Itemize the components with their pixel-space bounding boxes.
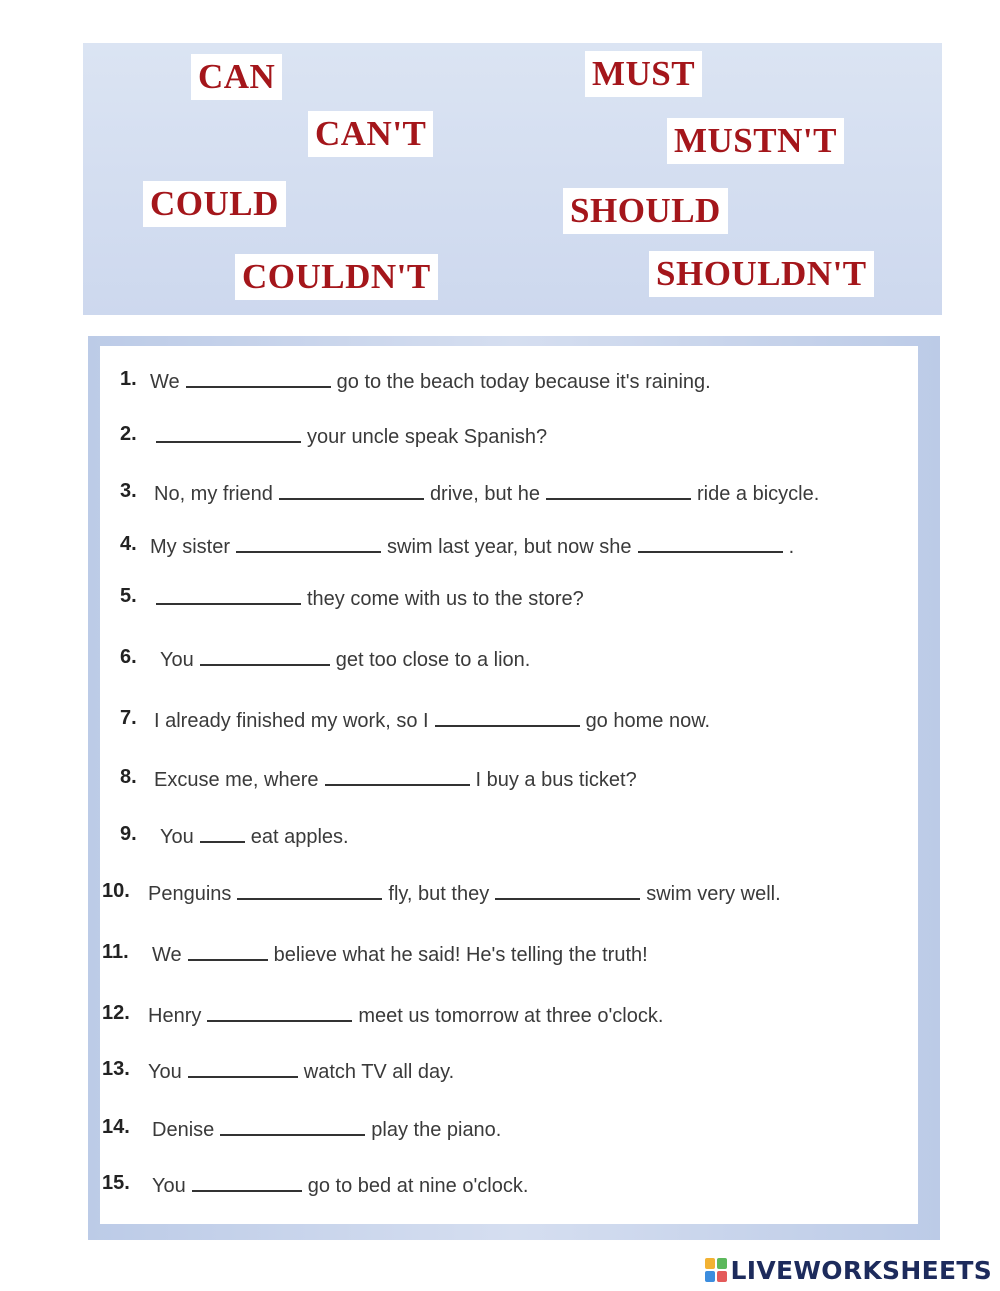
liveworksheets-brand[interactable] — [705, 1252, 992, 1288]
word-couldnt: COULDN'T — [235, 254, 438, 300]
worksheet-frame — [88, 336, 940, 1240]
logo-tile — [717, 1258, 727, 1269]
answer-blank[interactable] — [207, 1002, 352, 1022]
answer-blank[interactable] — [237, 880, 382, 900]
word-mustnt: MUSTN'T — [667, 118, 844, 164]
answer-blank[interactable] — [325, 766, 470, 786]
word-cant: CAN'T — [308, 111, 433, 157]
exercise-text: No, my friend drive, but he ride a bicycle. — [154, 480, 819, 506]
word-shouldnt: SHOULDN'T — [649, 251, 874, 297]
exercise-number: 11. — [102, 941, 129, 963]
exercise-text: Excuse me, where I buy a bus ticket? — [154, 766, 637, 792]
logo-tile — [717, 1271, 727, 1282]
answer-blank[interactable] — [236, 533, 381, 553]
word-can: CAN — [191, 54, 282, 100]
exercise-text: You watch TV all day. — [148, 1058, 454, 1084]
exercise-number: 2. — [120, 423, 137, 445]
exercise-number: 3. — [120, 480, 137, 502]
answer-blank[interactable] — [200, 823, 245, 843]
exercise-number: 14. — [102, 1116, 130, 1138]
word-could: COULD — [143, 181, 286, 227]
exercise-text: We go to the beach today because it's raining. — [150, 368, 711, 394]
answer-blank[interactable] — [156, 423, 301, 443]
exercise-text: Henry meet us tomorrow at three o'clock. — [148, 1002, 663, 1028]
exercise-text: My sister swim last year, but now she . — [150, 533, 794, 559]
logo-tile — [705, 1271, 715, 1282]
exercise-number: 6. — [120, 646, 137, 668]
answer-blank[interactable] — [188, 941, 268, 961]
exercise-number: 4. — [120, 533, 137, 555]
exercise-text: Denise play the piano. — [152, 1116, 501, 1142]
word-bank — [83, 43, 942, 315]
answer-blank[interactable] — [156, 585, 301, 605]
answer-blank[interactable] — [638, 533, 783, 553]
word-must: MUST — [585, 51, 702, 97]
worksheet — [100, 346, 918, 1224]
exercise-text: You get too close to a lion. — [160, 646, 530, 672]
exercise-text: You go to bed at nine o'clock. — [152, 1172, 528, 1198]
exercise-number: 8. — [120, 766, 137, 788]
answer-blank[interactable] — [546, 480, 691, 500]
word-should: SHOULD — [563, 188, 728, 234]
answer-blank[interactable] — [200, 646, 330, 666]
exercise-number: 5. — [120, 585, 137, 607]
answer-blank[interactable] — [279, 480, 424, 500]
brand-name: LIVEWORKSHEETS — [730, 1255, 992, 1285]
exercise-text: We believe what he said! He's telling the truth! — [152, 941, 648, 967]
exercise-number: 7. — [120, 707, 137, 729]
answer-blank[interactable] — [435, 707, 580, 727]
answer-blank[interactable] — [186, 368, 331, 388]
exercise-text: You eat apples. — [160, 823, 349, 849]
answer-blank[interactable] — [188, 1058, 298, 1078]
answer-blank[interactable] — [220, 1116, 365, 1136]
answer-blank[interactable] — [495, 880, 640, 900]
exercise-number: 12. — [102, 1002, 130, 1024]
exercise-number: 9. — [120, 823, 137, 845]
liveworksheets-logo-icon — [705, 1258, 727, 1282]
exercise-number: 15. — [102, 1172, 130, 1194]
exercise-number: 10. — [102, 880, 130, 902]
exercise-text: your uncle speak Spanish? — [150, 423, 547, 449]
exercise-text: Penguins fly, but they swim very well. — [148, 880, 781, 906]
exercise-number: 13. — [102, 1058, 130, 1080]
exercise-number: 1. — [120, 368, 137, 390]
exercise-text: I already finished my work, so I go home now. — [154, 707, 710, 733]
logo-tile — [705, 1258, 715, 1269]
answer-blank[interactable] — [192, 1172, 302, 1192]
exercise-text: they come with us to the store? — [150, 585, 584, 611]
